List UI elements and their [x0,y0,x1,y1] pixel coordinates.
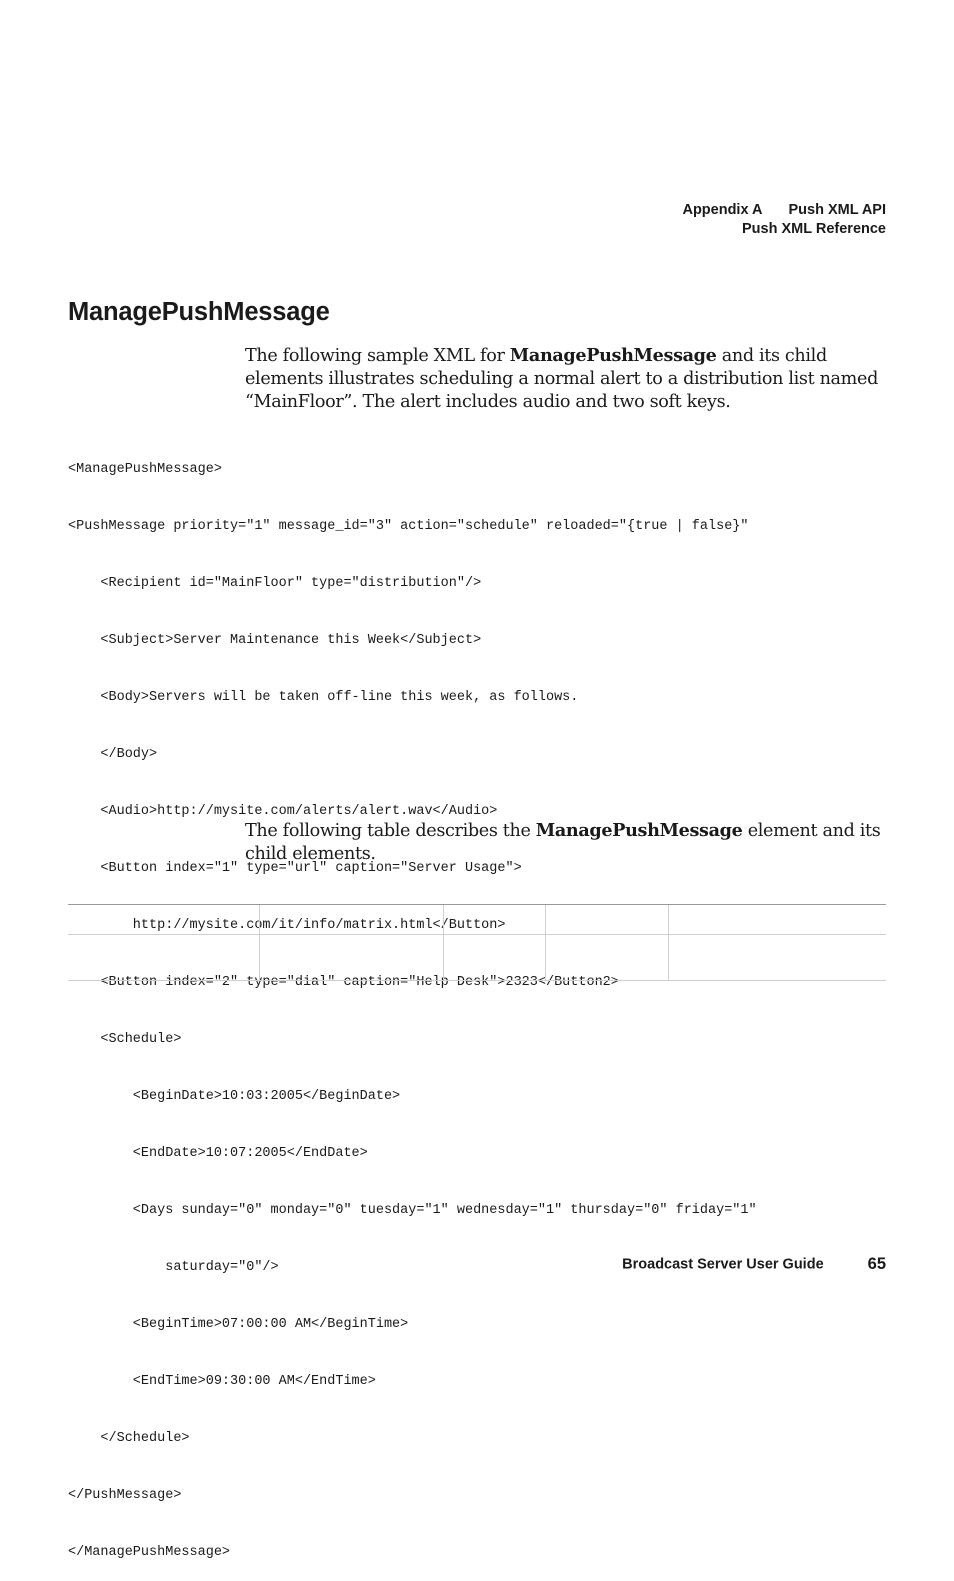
table-cell [68,935,259,981]
code-line: <Button index="1" type="url" caption="Server Usage"> [68,861,522,876]
table-cell [545,935,668,981]
table-intro-text-after: element and its child elements. [245,821,881,864]
footer-guide-title: Broadcast Server User Guide [622,1256,824,1273]
code-line: <Schedule> [68,1032,182,1047]
table-header-cell [259,905,443,935]
intro-element-name: ManagePushMessage [509,345,717,366]
intro-text-before: The following sample XML for [245,346,510,366]
code-line: </Schedule> [68,1431,190,1446]
xml-code-block [68,422,757,1581]
page-footer [622,1255,886,1274]
code-line: </ManagePushMessage> [68,1545,231,1560]
code-line: <Body>Servers will be taken off-line this week, as follows. [68,690,579,705]
table-row [68,935,886,981]
header-chapter-line [682,201,886,220]
table-header-cell [443,905,545,935]
running-header [682,201,886,239]
table-header-row [68,905,886,935]
code-line: http://mysite.com/it/info/matrix.html</Button> [68,918,506,933]
code-line: <PushMessage priority="1" message_id="3" action="schedule" reloaded="{true | false}" [68,519,749,534]
section-title: ManagePushMessage [68,298,330,326]
intro-paragraph [245,344,890,414]
code-line: <BeginTime>07:00:00 AM</BeginTime> [68,1317,409,1332]
code-line: <Audio>http://mysite.com/alerts/alert.wav</Audio> [68,804,498,819]
page-number: 65 [867,1255,886,1273]
code-line: <ManagePushMessage> [68,462,222,477]
table-cell [443,935,545,981]
code-line: <Button index="2" type="dial" caption="Help Desk">2323</Button2> [68,975,619,990]
table-intro-text-before: The following table describes the [245,821,536,841]
element-description-table [68,904,886,981]
table-header-cell [545,905,668,935]
table-header-cell [68,905,259,935]
intro-text-after: and its child elements illustrates scheduling a normal alert to a distribution list named “MainFloor”. The alert includes audio and two soft keys. [245,346,878,412]
code-line: </Body> [68,747,158,762]
table-intro-paragraph [245,819,890,866]
code-line: <Subject>Server Maintenance this Week</Subject> [68,633,482,648]
code-line: <Days sunday="0" monday="0" tuesday="1" wednesday="1" thursday="0" friday="1" [68,1203,757,1218]
table-cell [668,935,886,981]
header-chapter: Appendix A [682,202,763,218]
table-intro-element-name: ManagePushMessage [535,820,743,841]
table-cell [259,935,443,981]
header-section: Push XML Reference [742,221,886,237]
code-line: saturday="0"/> [68,1260,279,1275]
code-line: <EndTime>09:30:00 AM</EndTime> [68,1374,376,1389]
code-line: <EndDate>10:07:2005</EndDate> [68,1146,368,1161]
code-line: <Recipient id="MainFloor" type="distribution"/> [68,576,482,591]
header-chapter-title: Push XML API [788,202,886,218]
code-line: <BeginDate>10:03:2005</BeginDate> [68,1089,401,1104]
code-line: </PushMessage> [68,1488,182,1503]
table-header-cell [668,905,886,935]
